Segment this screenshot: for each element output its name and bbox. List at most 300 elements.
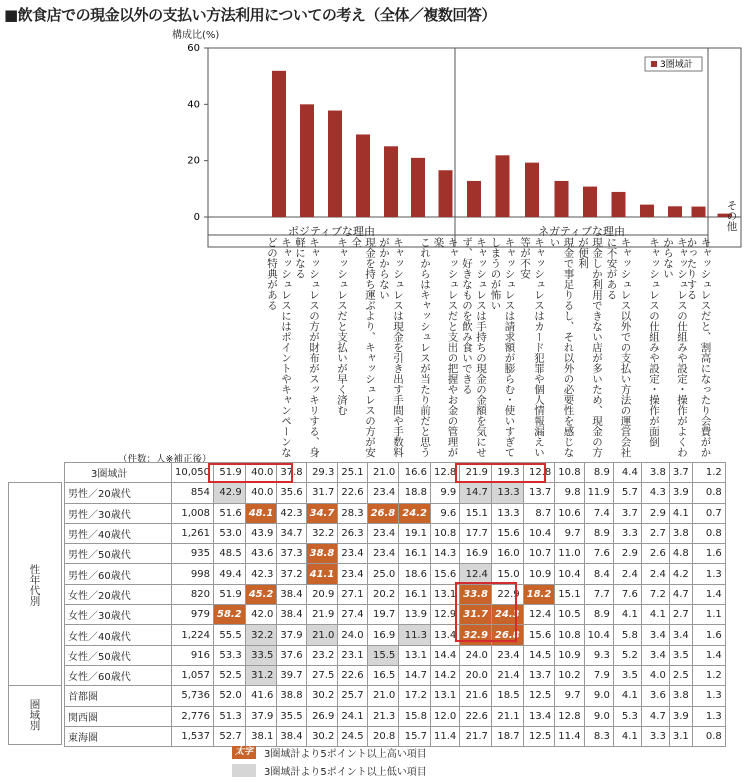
table-cell: 9.7 <box>555 523 584 543</box>
row-count: 979 <box>172 605 214 625</box>
category-label: キャッシュレスはカード犯罪や個人情報漏えい等が不安 <box>519 237 545 458</box>
table-cell: 18.5 <box>491 686 523 706</box>
table-cell: 29.3 <box>306 463 338 483</box>
table-cell: 21.1 <box>491 706 523 726</box>
table-cell: 4.8 <box>669 544 692 564</box>
table-cell: 24.0 <box>460 645 492 665</box>
table-cell: 18.2 <box>523 584 555 604</box>
table-cell: 0.8 <box>692 483 725 503</box>
table-cell: 13.9 <box>399 605 431 625</box>
table-cell: 19.3 <box>491 463 523 483</box>
row-count: 998 <box>172 564 214 584</box>
table-cell: 27.5 <box>306 665 338 685</box>
table-row <box>65 605 726 625</box>
y-tick-label: 0 <box>193 212 200 223</box>
table-cell: 1.3 <box>692 564 725 584</box>
table-cell: 18.6 <box>399 564 431 584</box>
table-cell: 3.9 <box>669 483 692 503</box>
table-cell: 23.4 <box>367 544 399 564</box>
table-cell: 21.6 <box>460 686 492 706</box>
case-count-note: （件数：人※補正後） <box>118 454 212 465</box>
table-cell: 4.1 <box>613 605 641 625</box>
table-cell: 32.2 <box>245 625 277 645</box>
row-count: 916 <box>172 645 214 665</box>
table-cell: 16.1 <box>399 584 431 604</box>
category-label: キャッシュレスにはポイントやキャンペーンなどの特典がある <box>266 237 292 458</box>
table-cell: 17.2 <box>399 686 431 706</box>
table-cell: 33.8 <box>460 584 492 604</box>
bar <box>668 206 682 217</box>
table-cell: 13.1 <box>430 686 459 706</box>
table-cell: 38.1 <box>245 726 277 746</box>
table-cell: 0.7 <box>692 503 725 523</box>
table-cell: 13.4 <box>523 706 555 726</box>
table-row <box>65 706 726 726</box>
row-count: 1,537 <box>172 726 214 746</box>
table-cell: 2.9 <box>613 544 641 564</box>
table-cell: 16.9 <box>367 625 399 645</box>
table-cell: 9.0 <box>584 686 613 706</box>
table-cell: 23.4 <box>491 645 523 665</box>
table-cell: 12.4 <box>460 564 492 584</box>
row-count: 935 <box>172 544 214 564</box>
table-cell: 10.7 <box>523 544 555 564</box>
table-cell: 3.7 <box>613 503 641 523</box>
table-cell: 51.3 <box>214 706 246 726</box>
table-cell: 13.7 <box>523 483 555 503</box>
table-cell: 42.0 <box>245 605 277 625</box>
table-cell: 42.3 <box>277 503 306 523</box>
table-cell: 35.5 <box>277 706 306 726</box>
table-row <box>65 483 726 503</box>
table-cell: 37.9 <box>245 706 277 726</box>
table-cell: 1.3 <box>692 706 725 726</box>
table-cell: 21.0 <box>367 463 399 483</box>
table-cell: 4.1 <box>613 726 641 746</box>
table-cell: 14.2 <box>430 665 459 685</box>
table-cell: 13.3 <box>491 503 523 523</box>
table-cell: 4.7 <box>641 706 669 726</box>
table-cell: 43.6 <box>245 544 277 564</box>
table-cell: 2.9 <box>641 503 669 523</box>
table-cell: 7.6 <box>584 544 613 564</box>
table-cell: 12.8 <box>523 463 555 483</box>
table-cell: 37.3 <box>277 544 306 564</box>
table-cell: 18.7 <box>491 726 523 746</box>
table-cell: 2.4 <box>641 564 669 584</box>
table-cell: 4.0 <box>641 665 669 685</box>
category-label: キャッシュレスの方が財布がスッキリする、身軽になる <box>294 237 320 458</box>
bar <box>692 207 706 217</box>
table-row <box>65 544 726 564</box>
bar <box>356 134 370 217</box>
row-count: 854 <box>172 483 214 503</box>
table-cell: 12.9 <box>430 605 459 625</box>
bar <box>467 181 481 217</box>
table-cell: 16.5 <box>367 665 399 685</box>
table-cell: 2.6 <box>641 544 669 564</box>
table-cell: 10.4 <box>555 564 584 584</box>
table-cell: 13.3 <box>491 483 523 503</box>
chart-legend-label: 3圏域計 <box>660 60 693 70</box>
table-cell: 17.7 <box>460 523 492 543</box>
table-cell: 48.1 <box>245 503 277 523</box>
table-cell: 24.1 <box>338 706 367 726</box>
table-cell: 12.8 <box>430 463 459 483</box>
table-cell: 8.9 <box>584 605 613 625</box>
table-cell: 21.0 <box>367 686 399 706</box>
table-cell: 24.5 <box>338 726 367 746</box>
table-cell: 38.8 <box>306 544 338 564</box>
table-cell: 3.5 <box>613 665 641 685</box>
category-label: キャッシュレスは手持ちの現金の金額を気にせず、好きなものを飲み食いできる <box>461 237 487 458</box>
table-cell: 15.1 <box>555 584 584 604</box>
group-negative-label: ネガティブな理由 <box>537 225 626 238</box>
table-cell: 53.0 <box>214 523 246 543</box>
legend-high-swatch: 太字 <box>232 746 256 759</box>
table-cell: 21.9 <box>306 605 338 625</box>
side-label-age: 性年代別 <box>8 482 62 687</box>
category-label: キャッシュレス以外での支払い方法の運営会社に不安がある <box>605 237 632 458</box>
table-cell: 40.0 <box>245 463 277 483</box>
row-count: 1,224 <box>172 625 214 645</box>
table-cell: 11.4 <box>555 726 584 746</box>
table-cell: 10.4 <box>523 523 555 543</box>
table-cell: 2.7 <box>669 605 692 625</box>
table-cell: 21.3 <box>367 706 399 726</box>
table-cell: 49.4 <box>214 564 246 584</box>
table-cell: 26.3 <box>338 523 367 543</box>
table-cell: 11.3 <box>399 625 431 645</box>
table-cell: 15.7 <box>399 726 431 746</box>
table-cell: 2.7 <box>641 523 669 543</box>
table-cell: 20.8 <box>367 726 399 746</box>
row-label: 男性／20歳代 <box>65 483 172 503</box>
table-row <box>65 686 726 706</box>
table-cell: 4.1 <box>641 605 669 625</box>
table-cell: 9.3 <box>584 645 613 665</box>
table-cell: 22.6 <box>338 665 367 685</box>
table-cell: 24.0 <box>338 625 367 645</box>
table-cell: 27.1 <box>338 584 367 604</box>
row-label: 女性／30歳代 <box>65 605 172 625</box>
table-cell: 15.6 <box>491 523 523 543</box>
table-cell: 3.4 <box>641 645 669 665</box>
table-cell: 31.7 <box>306 483 338 503</box>
table-cell: 41.1 <box>306 564 338 584</box>
table-cell: 4.1 <box>669 503 692 523</box>
table-cell: 1.6 <box>692 544 725 564</box>
table-cell: 1.2 <box>692 463 725 483</box>
chart-title: ■飲食店での現金以外の支払い方法利用についての考え（全体／複数回答） <box>4 6 496 24</box>
table-cell: 2.4 <box>613 564 641 584</box>
table-cell: 12.4 <box>523 605 555 625</box>
row-label: 女性／20歳代 <box>65 584 172 604</box>
bar <box>555 181 569 217</box>
table-cell: 15.6 <box>430 564 459 584</box>
table-cell: 58.2 <box>214 605 246 625</box>
table-cell: 4.2 <box>669 564 692 584</box>
bar <box>583 187 597 217</box>
table-cell: 1.3 <box>692 686 725 706</box>
row-count: 5,736 <box>172 686 214 706</box>
table-cell: 1.6 <box>692 625 725 645</box>
row-count: 2,776 <box>172 706 214 726</box>
table-cell: 21.7 <box>460 726 492 746</box>
table-cell: 25.1 <box>338 463 367 483</box>
table-cell: 31.7 <box>460 605 492 625</box>
table-cell: 30.2 <box>306 726 338 746</box>
table-row <box>65 665 726 685</box>
bar <box>300 104 314 217</box>
table-cell: 3.5 <box>669 645 692 665</box>
table-cell: 26.8 <box>491 625 523 645</box>
table-cell: 37.6 <box>277 645 306 665</box>
table-row <box>65 523 726 543</box>
table-cell: 3.4 <box>641 625 669 645</box>
category-label: 現金しか利用できない店が多いため、現金の方が便利 <box>577 237 603 458</box>
table-cell: 39.7 <box>277 665 306 685</box>
table-cell: 43.9 <box>245 523 277 543</box>
table-row <box>65 503 726 523</box>
table-cell: 3.8 <box>669 686 692 706</box>
table-cell: 53.3 <box>214 645 246 665</box>
table-cell: 0.8 <box>692 523 725 543</box>
table-cell: 7.6 <box>613 584 641 604</box>
table-cell: 3.3 <box>641 726 669 746</box>
table-cell: 28.3 <box>338 503 367 523</box>
table-cell: 45.2 <box>245 584 277 604</box>
table-cell: 25.0 <box>367 564 399 584</box>
table-cell: 12.5 <box>523 726 555 746</box>
table-cell: 41.6 <box>245 686 277 706</box>
table-cell: 24.2 <box>399 503 431 523</box>
row-label: 女性／40歳代 <box>65 625 172 645</box>
table-cell: 35.6 <box>277 483 306 503</box>
table-cell: 5.8 <box>613 625 641 645</box>
top3-negative-frame <box>455 463 546 483</box>
table-cell: 34.7 <box>277 523 306 543</box>
table-cell: 20.2 <box>367 584 399 604</box>
bar <box>439 170 453 217</box>
data-table <box>64 462 726 747</box>
table-cell: 15.5 <box>367 645 399 665</box>
table-cell: 7.7 <box>584 584 613 604</box>
table-cell: 51.9 <box>214 584 246 604</box>
table-cell: 15.1 <box>460 503 492 523</box>
table-cell: 7.2 <box>641 584 669 604</box>
legend-low-swatch <box>232 764 256 777</box>
table-cell: 38.4 <box>277 584 306 604</box>
table-cell: 5.2 <box>613 645 641 665</box>
table-cell: 11.4 <box>430 726 459 746</box>
table-cell: 3.8 <box>669 523 692 543</box>
table-cell: 20.9 <box>306 584 338 604</box>
table-cell: 52.5 <box>214 665 246 685</box>
y-tick-label: 40 <box>187 99 200 111</box>
category-label: その他 <box>725 200 738 232</box>
table-cell: 23.1 <box>338 645 367 665</box>
table-cell: 8.9 <box>584 523 613 543</box>
table-cell: 10.2 <box>555 665 584 685</box>
table-cell: 16.1 <box>399 544 431 564</box>
table-cell: 14.5 <box>523 645 555 665</box>
table-cell: 11.0 <box>555 544 584 564</box>
table-cell: 4.4 <box>613 463 641 483</box>
table-cell: 19.1 <box>399 523 431 543</box>
bar <box>612 192 626 217</box>
table-cell: 31.2 <box>245 665 277 685</box>
table-cell: 10.4 <box>584 625 613 645</box>
table-cell: 55.5 <box>214 625 246 645</box>
row-label: 男性／30歳代 <box>65 503 172 523</box>
table-cell: 14.3 <box>430 544 459 564</box>
row-label: 女性／60歳代 <box>65 665 172 685</box>
table-cell: 13.4 <box>430 625 459 645</box>
bar <box>272 71 286 217</box>
table-cell: 22.9 <box>491 584 523 604</box>
table-cell: 37.8 <box>277 463 306 483</box>
table-cell: 20.0 <box>460 665 492 685</box>
table-cell: 11.9 <box>584 483 613 503</box>
table-cell: 9.7 <box>555 686 584 706</box>
table-cell: 24.3 <box>491 605 523 625</box>
table-cell: 40.0 <box>245 483 277 503</box>
table-cell: 22.6 <box>338 483 367 503</box>
row-count: 820 <box>172 584 214 604</box>
table-cell: 38.4 <box>277 726 306 746</box>
table-cell: 32.9 <box>460 625 492 645</box>
table-cell: 10.8 <box>555 625 584 645</box>
y-axis-label: 構成比(%) <box>172 30 220 41</box>
row-count: 1,008 <box>172 503 214 523</box>
table-cell: 9.6 <box>430 503 459 523</box>
table-cell: 26.9 <box>306 706 338 726</box>
bar <box>525 163 539 217</box>
table-cell: 1.4 <box>692 645 725 665</box>
table-cell: 23.4 <box>367 483 399 503</box>
row-label: 男性／50歳代 <box>65 544 172 564</box>
table-cell: 42.3 <box>245 564 277 584</box>
category-label: キャッシュレスは現金を引き出す手間や手数料がかからない <box>378 237 404 458</box>
category-label: キャッシュレスだと支払いが早く済む <box>336 237 348 416</box>
table-cell: 26.8 <box>367 503 399 523</box>
table-cell: 52.0 <box>214 686 246 706</box>
category-label: キャッシュレスの仕組みや設定・操作がよくわからない <box>662 237 688 458</box>
table-cell: 0.8 <box>692 726 725 746</box>
row-label: 男性／60歳代 <box>65 564 172 584</box>
table-cell: 30.2 <box>306 686 338 706</box>
table-cell: 4.7 <box>669 584 692 604</box>
bar <box>496 155 510 217</box>
table-cell: 5.7 <box>613 483 641 503</box>
table-cell: 4.1 <box>613 686 641 706</box>
table-cell: 12.8 <box>555 706 584 726</box>
table-cell: 3.1 <box>669 726 692 746</box>
table-cell: 1.4 <box>692 584 725 604</box>
table-cell: 8.7 <box>523 503 555 523</box>
table-cell: 33.5 <box>245 645 277 665</box>
table-cell: 15.8 <box>399 706 431 726</box>
table-cell: 15.0 <box>491 564 523 584</box>
table-row <box>65 564 726 584</box>
table-cell: 51.6 <box>214 503 246 523</box>
table-cell: 10.8 <box>430 523 459 543</box>
table-cell: 5.3 <box>613 706 641 726</box>
top3-positive-frame <box>208 463 293 483</box>
table-cell: 25.7 <box>338 686 367 706</box>
table-cell: 21.0 <box>306 625 338 645</box>
table-cell: 48.5 <box>214 544 246 564</box>
category-label: キャッシュレスだと、割高になったり会費がかかったりする <box>685 237 712 458</box>
row-label: 男性／40歳代 <box>65 523 172 543</box>
table-cell: 42.9 <box>214 483 246 503</box>
category-label: キャッシュレスは請求額が膨らむ・使いすぎてしまうのが怖い <box>489 237 516 458</box>
row-count: 1,261 <box>172 523 214 543</box>
table-cell: 32.2 <box>306 523 338 543</box>
table-row <box>65 463 726 483</box>
table-cell: 21.4 <box>491 665 523 685</box>
category-label: 現金を持ち運ぶより、キャッシュレスの方が安全 <box>350 237 376 458</box>
table-cell: 19.7 <box>367 605 399 625</box>
table-cell: 4.3 <box>641 483 669 503</box>
table-cell: 10.5 <box>555 605 584 625</box>
table-cell: 10.6 <box>555 503 584 523</box>
table-row <box>65 584 726 604</box>
table-cell: 13.1 <box>430 584 459 604</box>
side-label-region: 圏域別 <box>8 685 62 745</box>
table-cell: 13.1 <box>399 645 431 665</box>
table-cell: 7.9 <box>584 665 613 685</box>
table-cell: 1.1 <box>692 605 725 625</box>
y-tick-label: 20 <box>187 155 200 167</box>
table-cell: 2.5 <box>669 665 692 685</box>
table-cell: 3.8 <box>641 463 669 483</box>
bar <box>328 111 342 217</box>
table-cell: 10.8 <box>555 463 584 483</box>
table-row <box>65 625 726 645</box>
table-cell: 9.0 <box>584 706 613 726</box>
table-cell: 3.4 <box>669 625 692 645</box>
category-label: キャッシュレスだと支出の把握やお金の管理が楽 <box>432 237 459 458</box>
table-cell: 3.7 <box>669 463 692 483</box>
table-cell: 1.2 <box>692 665 725 685</box>
table-cell: 8.4 <box>584 564 613 584</box>
category-label: 現金で事足りるし、それ以外の必要性を感じない <box>548 237 575 458</box>
row-label: 3圏域計 <box>65 463 172 483</box>
table-cell: 23.4 <box>338 564 367 584</box>
table-cell: 9.9 <box>430 483 459 503</box>
table-cell: 16.6 <box>399 463 431 483</box>
table-cell: 23.4 <box>367 523 399 543</box>
table-cell: 16.9 <box>460 544 492 564</box>
group-positive-label: ポジティブな理由 <box>287 225 376 238</box>
legend <box>232 743 427 779</box>
row-label: 東海圏 <box>65 726 172 746</box>
category-label: これからはキャッシュレスが当たり前だと思う <box>419 237 431 458</box>
table-cell: 12.5 <box>523 686 555 706</box>
chart-legend-swatch <box>651 61 657 67</box>
legend-high-text: 3圏域計より5ポイント以上高い項目 <box>264 748 427 760</box>
row-label: 女性／50歳代 <box>65 645 172 665</box>
table-cell: 7.4 <box>584 503 613 523</box>
table-cell: 13.7 <box>523 665 555 685</box>
table-cell: 10.9 <box>523 564 555 584</box>
table-cell: 12.0 <box>430 706 459 726</box>
table-cell: 16.0 <box>491 544 523 564</box>
table-cell: 27.4 <box>338 605 367 625</box>
bar <box>411 158 425 217</box>
